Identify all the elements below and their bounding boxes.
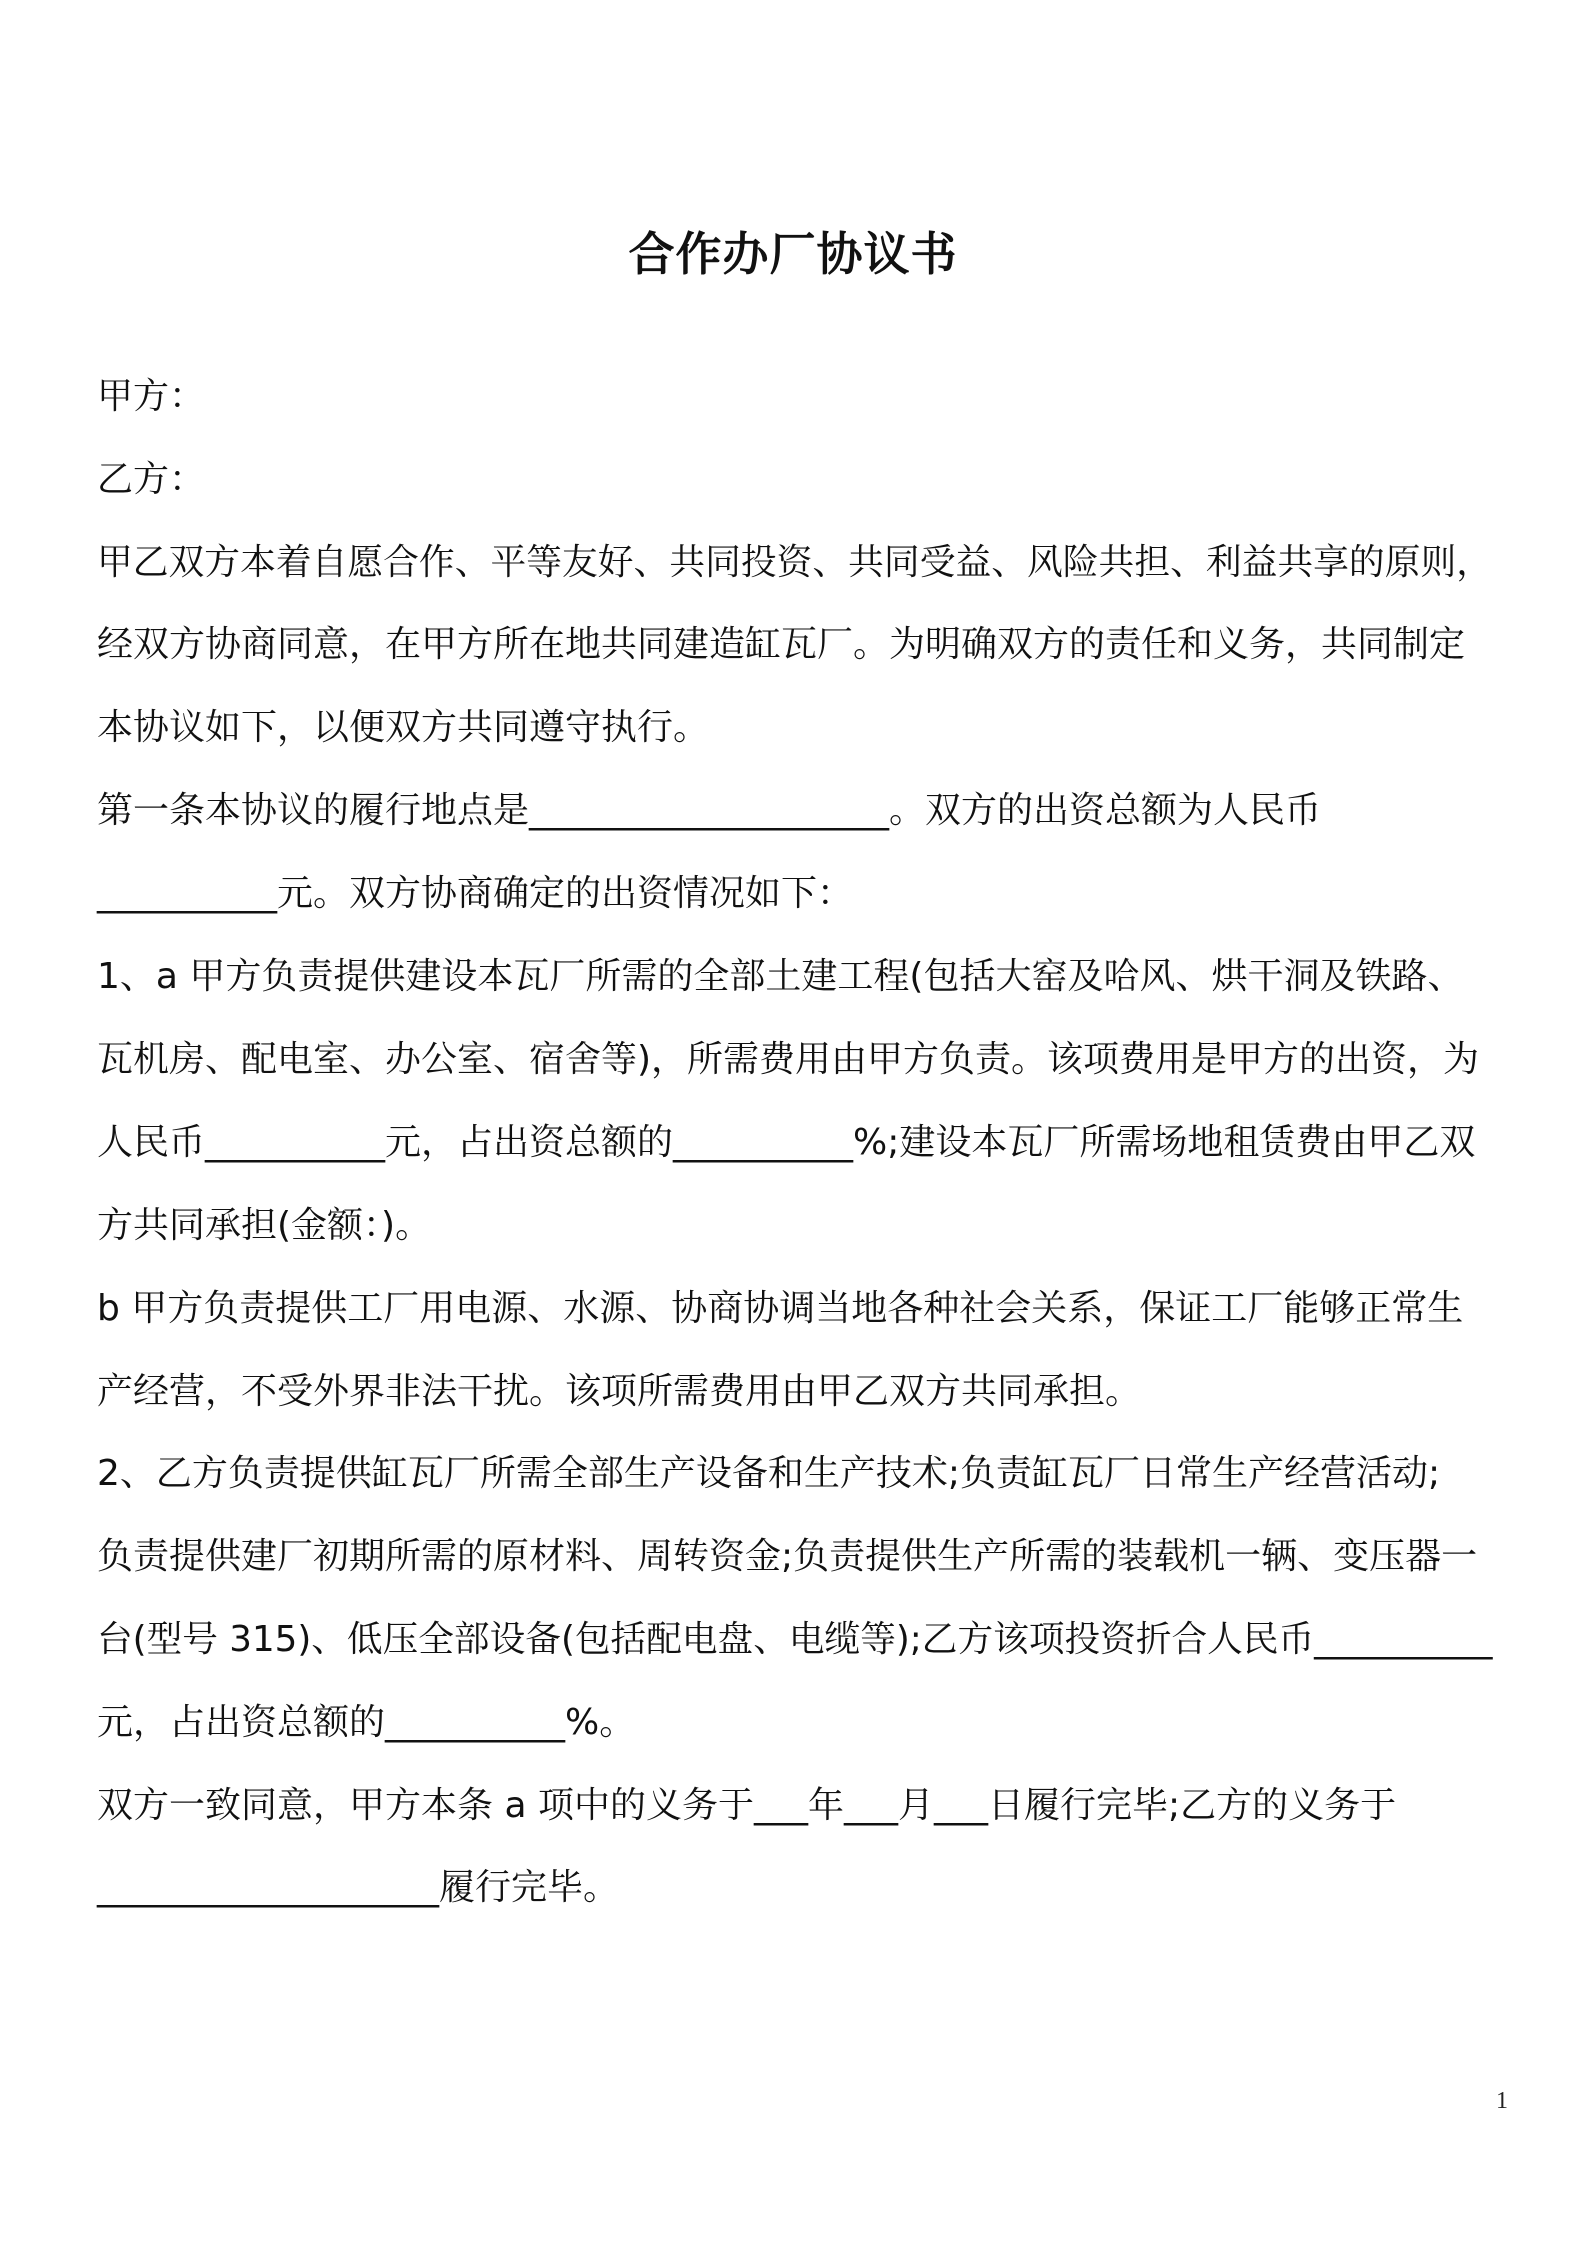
clause-1a-line-3: 人民币__________元，占出资总额的__________%;建设本瓦厂所需场地租赁费由甲乙双 [97, 1122, 1476, 1163]
document-title: 合作办厂协议书 [628, 227, 958, 281]
clause-1a-line-2: 瓦机房、配电室、办公室、宿舍等)，所需费用由甲方负责。该项费用是甲方的出资，为 [97, 1039, 1480, 1080]
preamble-line-3: 本协议如下，以便双方共同遵守执行。 [97, 707, 710, 748]
deadline-line-2: ___________________履行完毕。 [97, 1867, 620, 1908]
page-number: 1 [1496, 2088, 1508, 2114]
clause-1b-line-1: b 甲方负责提供工厂用电源、水源、协商协调当地各种社会关系，保证工厂能够正常生 [97, 1288, 1464, 1329]
clause-2-line-2: 负责提供建厂初期所需的原材料、周转资金;负责提供生产所需的装载机一辆、变压器一 [97, 1536, 1478, 1577]
clause-1a-line-1: 1、a 甲方负责提供建设本瓦厂所需的全部土建工程(包括大窑及哈风、烘干洞及铁路、 [97, 956, 1464, 997]
clause-2-line-1: 2、乙方负责提供缸瓦厂所需全部生产设备和生产技术;负责缸瓦厂日常生产经营活动; [97, 1453, 1441, 1494]
clause-2-line-4: 元，占出资总额的__________%。 [97, 1702, 636, 1743]
preamble-line-1: 甲乙双方本着自愿合作、平等友好、共同投资、共同受益、风险共担、利益共享的原则， [97, 542, 1493, 583]
party-a-line: 甲方： [97, 376, 206, 417]
article-1-line-1: 第一条本协议的履行地点是____________________。双方的出资总额为人民币 [97, 790, 1322, 831]
party-b-line: 乙方： [97, 459, 206, 500]
deadline-line-1: 双方一致同意，甲方本条 a 项中的义务于___年___月___日履行完毕;乙方的义务于 [97, 1785, 1397, 1826]
clause-1a-line-4: 方共同承担(金额：)。 [97, 1205, 432, 1246]
clause-2-line-3: 台(型号 315)、低压全部设备(包括配电盘、电缆等);乙方该项投资折合人民币__________ [97, 1619, 1493, 1660]
clause-1b-line-2: 产经营，不受外界非法干扰。该项所需费用由甲乙双方共同承担。 [97, 1371, 1142, 1412]
preamble-line-2: 经双方协商同意，在甲方所在地共同建造缸瓦厂。为明确双方的责任和义务，共同制定 [97, 624, 1466, 665]
article-1-line-2: __________元。双方协商确定的出资情况如下： [97, 873, 854, 914]
